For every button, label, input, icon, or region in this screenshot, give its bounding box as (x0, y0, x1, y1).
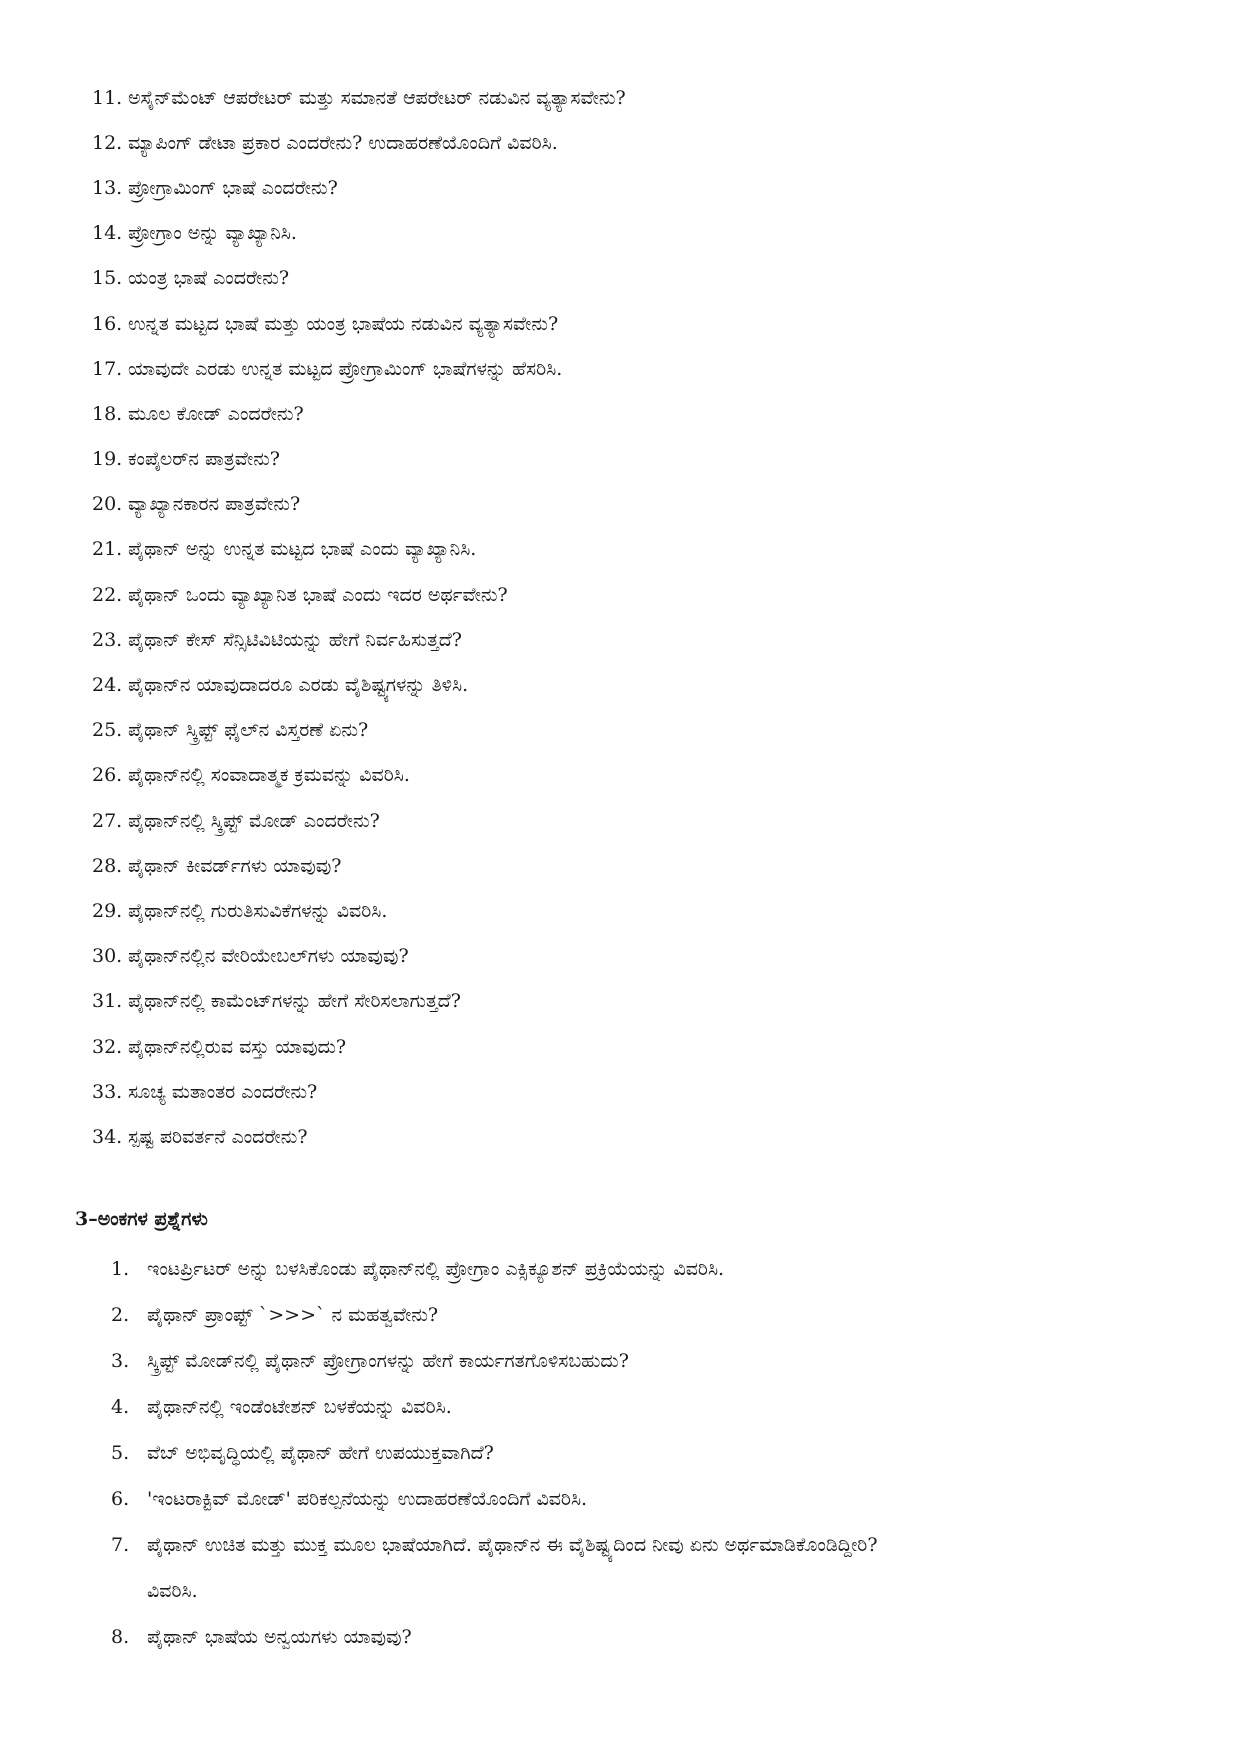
question-line: ಇಂಟರ್ಪ್ರಿಟರ್ ಅನ್ನು ಬಳಸಿಕೊಂಡು ಪೈಥಾನ್‌ನಲ್ಲಿ ಪ್ರೋಗ್ರಾಂ ಎಕ್ಸಿಕ್ಯೂಶನ್ ಪ್ರಕ್ರಿಯೆಯನ್ನು ವಿವರಿಸಿ. (147, 1258, 725, 1280)
question-number: 8. (111, 1626, 130, 1648)
list-item (92, 527, 1172, 572)
question-text: ಪೈಥಾನ್‌ನಲ್ಲಿ ಗುರುತಿಸುವಿಕೆಗಳನ್ನು ವಿವರಿಸಿ. (128, 899, 388, 922)
question-line: 'ಇಂಟರಾಕ್ಟಿವ್ ಮೋಡ್' ಪರಿಕಲ್ಪನೆಯನ್ನು ಉದಾಹರಣೆಯೊಂದಿಗೆ ವಿವರಿಸಿ. (147, 1488, 588, 1510)
question-text: ಸೂಚ್ಯ ಮತಾಂತರ ಎಂದರೇನು? (128, 1080, 318, 1103)
list-item (92, 165, 1172, 210)
list-item (92, 211, 1172, 256)
question-line: ಪೈಥಾನ್ ಪ್ರಾಂಪ್ಟ್ `>>>` ನ ಮಹತ್ವವೇನು? (147, 1304, 439, 1326)
question-number: 11. (92, 86, 123, 109)
list-item (92, 753, 1172, 798)
question-text (147, 1303, 1147, 1327)
list-item (111, 1430, 1191, 1476)
list-item (111, 1384, 1191, 1430)
question-text: ಕಂಪೈಲರ್‌ನ ಪಾತ್ರವೇನು? (128, 448, 280, 471)
question-number: 6. (111, 1488, 130, 1510)
list-item (92, 572, 1172, 617)
question-text: ಉನ್ನತ ಮಟ್ಟದ ಭಾಷೆ ಮತ್ತು ಯಂತ್ರ ಭಾಷೆಯ ನಡುವಿನ ವ್ಯತ್ಯಾಸವೇನು? (128, 312, 559, 335)
question-text: ಯಂತ್ರ ಭಾಷೆ ಎಂದರೇನು? (128, 267, 290, 290)
question-number: 32. (92, 1035, 123, 1058)
list-item (92, 1114, 1172, 1159)
question-text: ಯಾವುದೇ ಎರಡು ಉನ್ನತ ಮಟ್ಟದ ಪ್ರೋಗ್ರಾಮಿಂಗ್ ಭಾಷೆಗಳನ್ನು ಹೆಸರಿಸಿ. (128, 357, 563, 380)
question-text: ವ್ಯಾಖ್ಯಾನಕಾರನ ಪಾತ್ರವೇನು? (128, 493, 301, 516)
question-text: ಪೈಥಾನ್‌ನಲ್ಲಿ ಕಾಮೆಂಟ್‌ಗಳನ್ನು ಹೇಗೆ ಸೇರಿಸಲಾಗುತ್ತದೆ? (128, 990, 461, 1013)
question-line: ಸ್ಕ್ರಿಪ್ಟ್ ಮೋಡ್‌ನಲ್ಲಿ ಪೈಥಾನ್ ಪ್ರೋಗ್ರಾಂಗಳನ್ನು ಹೇಗೆ ಕಾರ್ಯಗತಗೊಳಿಸಬಹುದು? (147, 1350, 629, 1372)
list-item (92, 346, 1172, 391)
question-number: 22. (92, 583, 123, 606)
question-number: 33. (92, 1080, 123, 1103)
question-number: 17. (92, 357, 123, 380)
question-text: ಪ್ರೋಗ್ರಾಂ ಅನ್ನು ವ್ಯಾಖ್ಯಾನಿಸಿ. (128, 222, 297, 245)
question-number: 2. (111, 1304, 130, 1326)
list-item (92, 256, 1172, 301)
question-number: 34. (92, 1125, 123, 1148)
question-text (147, 1441, 1147, 1465)
question-number: 26. (92, 764, 123, 787)
question-number: 14. (92, 222, 123, 245)
question-number: 23. (92, 628, 123, 651)
question-text: ಪೈಥಾನ್‌ನಲ್ಲಿನ ವೇರಿಯೇಬಲ್‌ಗಳು ಯಾವುವು? (128, 945, 409, 968)
section-heading: 3–ಅಂಕಗಳ ಪ್ರಶ್ನೆಗಳು (75, 1208, 208, 1230)
question-number: 3. (111, 1350, 130, 1372)
question-number: 7. (111, 1534, 130, 1556)
question-text: ಅಸೈನ್‌ಮೆಂಟ್ ಆಪರೇಟರ್ ಮತ್ತು ಸಮಾನತೆ ಆಪರೇಟರ್ ನಡುವಿನ ವ್ಯತ್ಯಾಸವೇನು? (128, 86, 626, 109)
question-text: ಮೂಲ ಕೋಡ್ ಎಂದರೇನು? (128, 402, 304, 425)
question-number: 5. (111, 1442, 130, 1464)
list-item (92, 979, 1172, 1024)
question-text: ಪೈಥಾನ್ ಕೀವರ್ಡ್‌ಗಳು ಯಾವುವು? (128, 854, 342, 877)
list-item (92, 888, 1172, 933)
list-item (92, 1024, 1172, 1069)
list-item (111, 1476, 1191, 1522)
list-item (92, 798, 1172, 843)
question-number: 4. (111, 1396, 130, 1418)
list-item (111, 1292, 1191, 1338)
list-item (92, 437, 1172, 482)
list-item (92, 75, 1172, 120)
question-text (147, 1533, 1147, 1603)
question-number: 18. (92, 402, 123, 425)
question-number: 16. (92, 312, 123, 335)
question-number: 29. (92, 899, 123, 922)
question-line: ವೆಬ್ ಅಭಿವೃದ್ಧಿಯಲ್ಲಿ ಪೈಥಾನ್ ಹೇಗೆ ಉಪಯುಕ್ತವಾಗಿದೆ? (147, 1442, 494, 1464)
question-text: ಪೈಥಾನ್‌ನ ಯಾವುದಾದರೂ ಎರಡು ವೈಶಿಷ್ಟ್ಯಗಳನ್ನು ತಿಳಿಸಿ. (128, 674, 469, 697)
list-item (92, 617, 1172, 662)
question-text: ಮ್ಯಾಪಿಂಗ್ ಡೇಟಾ ಪ್ರಕಾರ ಎಂದರೇನು? ಉದಾಹರಣೆಯೊಂದಿಗೆ ವಿವರಿಸಿ. (128, 131, 558, 154)
question-number: 24. (92, 674, 123, 697)
question-line: ಪೈಥಾನ್ ಭಾಷೆಯ ಅನ್ವಯಗಳು ಯಾವುವು? (147, 1626, 412, 1648)
list-item (92, 1069, 1172, 1114)
question-number: 15. (92, 267, 123, 290)
list-item (92, 482, 1172, 527)
list-item (92, 120, 1172, 165)
question-text: ಪೈಥಾನ್ ಸ್ಕ್ರಿಪ್ಟ್ ಫೈಲ್‌ನ ವಿಸ್ತರಣೆ ಏನು? (128, 719, 369, 742)
question-text: ಪೈಥಾನ್ ಅನ್ನು ಉನ್ನತ ಮಟ್ಟದ ಭಾಷೆ ಎಂದು ವ್ಯಾಖ್ಯಾನಿಸಿ. (128, 538, 477, 561)
question-line: ವಿವರಿಸಿ. (147, 1580, 198, 1602)
question-line: ಪೈಥಾನ್ ಉಚಿತ ಮತ್ತು ಮುಕ್ತ ಮೂಲ ಭಾಷೆಯಾಗಿದೆ. ಪೈಥಾನ್‌ನ ಈ ವೈಶಿಷ್ಟ್ಯದಿಂದ ನೀವು ಏನು ಅರ್ಥಮಾಡಿಕೊಂಡಿದ್ದೀರಿ? (147, 1534, 878, 1556)
question-number: 1. (111, 1258, 130, 1280)
question-number: 25. (92, 719, 123, 742)
list-item (92, 301, 1172, 346)
question-text: ಪ್ರೋಗ್ರಾಮಿಂಗ್ ಭಾಷೆ ಎಂದರೇನು? (128, 176, 338, 199)
question-number: 27. (92, 809, 123, 832)
question-text (147, 1257, 1147, 1281)
question-number: 28. (92, 854, 123, 877)
question-list-part2 (111, 1246, 1191, 1660)
question-number: 21. (92, 538, 123, 561)
list-item (111, 1338, 1191, 1384)
list-item (92, 843, 1172, 888)
question-text: ಸ್ಪಷ್ಟ ಪರಿವರ್ತನೆ ಎಂದರೇನು? (128, 1125, 308, 1148)
list-item (92, 391, 1172, 436)
question-number: 13. (92, 176, 123, 199)
question-text (147, 1395, 1147, 1419)
question-text: ಪೈಥಾನ್ ಒಂದು ವ್ಯಾಖ್ಯಾನಿತ ಭಾಷೆ ಎಂದು ಇದರ ಅರ್ಥವೇನು? (128, 583, 508, 606)
question-number: 30. (92, 945, 123, 968)
question-text (147, 1625, 1147, 1649)
question-number: 31. (92, 990, 123, 1013)
question-text: ಪೈಥಾನ್ ಕೇಸ್ ಸೆನ್ಸಿಟಿವಿಟಿಯನ್ನು ಹೇಗೆ ನಿರ್ವಹಿಸುತ್ತದೆ? (128, 628, 462, 651)
question-text: ಪೈಥಾನ್‌ನಲ್ಲಿರುವ ವಸ್ತು ಯಾವುದು? (128, 1035, 347, 1058)
list-item (111, 1246, 1191, 1292)
list-item (111, 1614, 1191, 1660)
question-text (147, 1487, 1147, 1511)
list-item (92, 934, 1172, 979)
question-line: ಪೈಥಾನ್‌ನಲ್ಲಿ ಇಂಡೆಂಟೇಶನ್ ಬಳಕೆಯನ್ನು ವಿವರಿಸಿ. (147, 1396, 452, 1418)
question-number: 20. (92, 493, 123, 516)
list-item (111, 1522, 1191, 1614)
question-number: 12. (92, 131, 123, 154)
question-list-part1 (92, 75, 1172, 1160)
question-text: ಪೈಥಾನ್‌ನಲ್ಲಿ ಸ್ಕ್ರಿಪ್ಟ್ ಮೋಡ್ ಎಂದರೇನು? (128, 809, 380, 832)
question-text: ಪೈಥಾನ್‌ನಲ್ಲಿ ಸಂವಾದಾತ್ಮಕ ಕ್ರಮವನ್ನು ವಿವರಿಸಿ. (128, 764, 410, 787)
list-item (92, 662, 1172, 707)
question-number: 19. (92, 448, 123, 471)
question-text (147, 1349, 1147, 1373)
list-item (92, 708, 1172, 753)
